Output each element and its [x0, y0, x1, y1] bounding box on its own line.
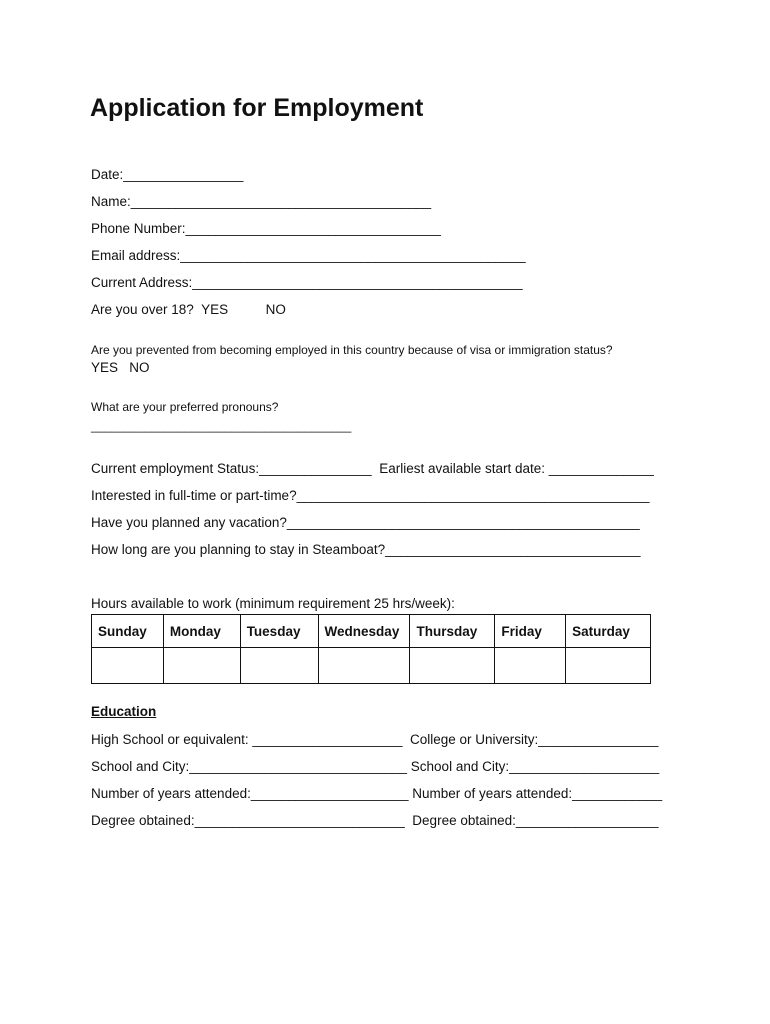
hours-cell-saturday[interactable] [566, 648, 651, 684]
stay-duration-field[interactable]: How long are you planning to stay in Steamboat?__________________________________ [91, 542, 641, 557]
email-field[interactable]: Email address:______________________________________________ [91, 248, 526, 263]
hours-availability-table [91, 614, 651, 684]
hours-cell-monday[interactable] [163, 648, 240, 684]
form-title: Application for Employment [90, 94, 424, 122]
day-header-sunday: Sunday [92, 615, 164, 648]
day-header-saturday: Saturday [566, 615, 651, 648]
name-field[interactable]: Name:________________________________________ [91, 194, 432, 209]
visa-question: Are you prevented from becoming employed in this country because of visa or immigration status? [91, 343, 613, 357]
hours-cell-thursday[interactable] [410, 648, 495, 684]
vacation-field[interactable]: Have you planned any vacation?_______________________________________________ [91, 515, 640, 530]
visa-answer-options[interactable]: YES NO [91, 360, 150, 375]
day-header-tuesday: Tuesday [240, 615, 318, 648]
hours-cell-sunday[interactable] [92, 648, 164, 684]
over-18-question[interactable]: Are you over 18? YES NO [91, 302, 286, 317]
day-header-friday: Friday [495, 615, 566, 648]
education-row-city[interactable]: School and City:_____________________________ School and City:____________________ [91, 759, 660, 774]
education-heading: Education [91, 704, 157, 719]
date-field[interactable]: Date:________________ [91, 167, 244, 182]
hours-cell-tuesday[interactable] [240, 648, 318, 684]
day-header-thursday: Thursday [410, 615, 495, 648]
employment-status-field[interactable]: Current employment Status:_______________ Earliest available start date: ______________ [91, 461, 654, 476]
day-header-wednesday: Wednesday [318, 615, 410, 648]
address-field[interactable]: Current Address:____________________________________________ [91, 275, 523, 290]
phone-field[interactable]: Phone Number:__________________________________ [91, 221, 441, 236]
pronouns-question: What are your preferred pronouns? [91, 400, 279, 414]
hours-label: Hours available to work (minimum requirement 25 hrs/week): [91, 596, 455, 611]
fulltime-parttime-field[interactable]: Interested in full-time or part-time?_______________________________________________ [91, 488, 650, 503]
education-row-years[interactable]: Number of years attended:_____________________ Number of years attended:____________ [91, 786, 663, 801]
day-header-monday: Monday [163, 615, 240, 648]
table-header-row [92, 615, 651, 648]
hours-cell-friday[interactable] [495, 648, 566, 684]
education-row-school[interactable]: High School or equivalent: ____________________ College or University:________________ [91, 732, 659, 747]
table-row [92, 648, 651, 684]
hours-cell-wednesday[interactable] [318, 648, 410, 684]
pronouns-field[interactable]: _______________________________________ [91, 419, 352, 433]
education-row-degree[interactable]: Degree obtained:____________________________ Degree obtained:___________________ [91, 813, 659, 828]
